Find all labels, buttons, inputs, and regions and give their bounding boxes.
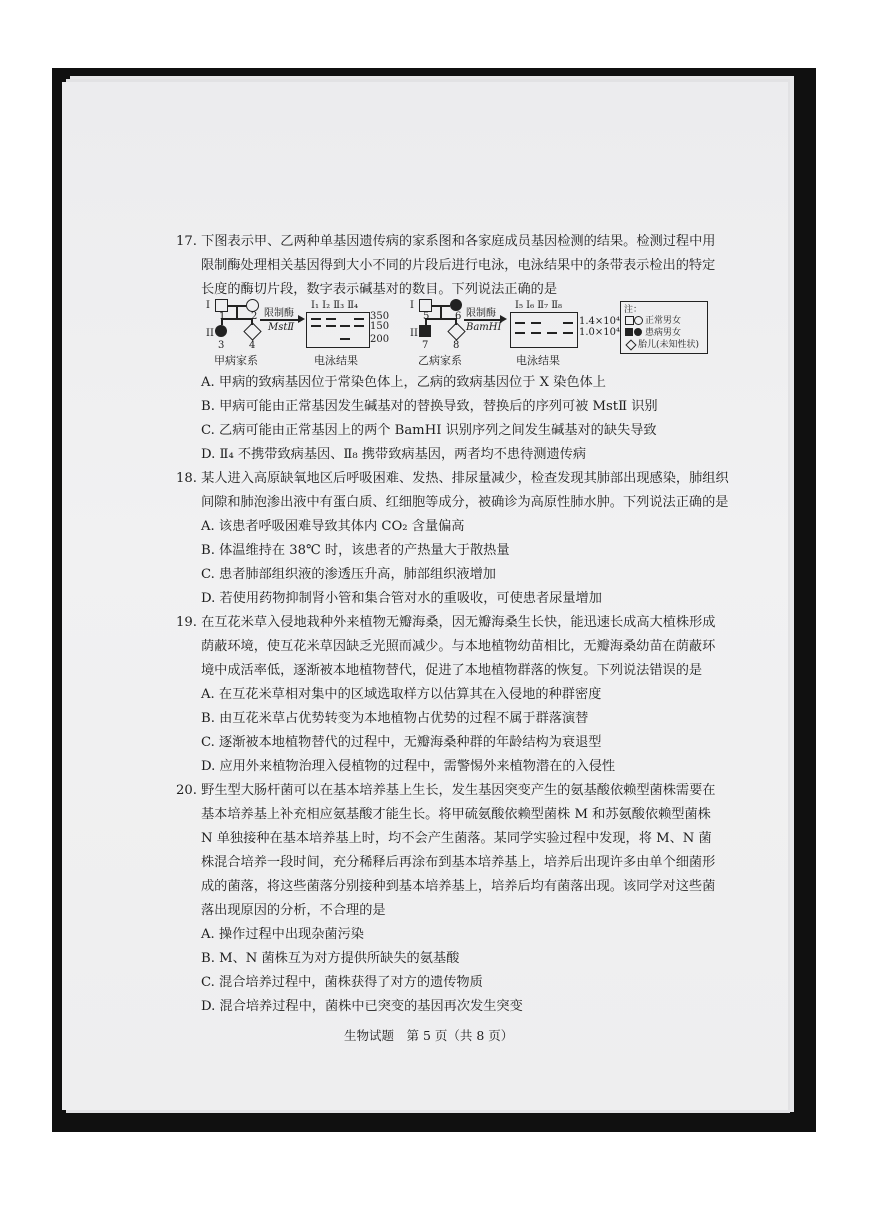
option-18-a: A. 该患者呼吸困难导致其体内 CO₂ 含量偏高 [201,519,465,534]
gel-band [311,318,321,320]
question-20-line-4: 株混合培养一段时间，充分稀释后再涂布到基本培养基上，培养后出现许多由单个细菌形 [201,855,716,870]
legend-normal: 正常男女 [645,316,682,326]
legend-female-normal-icon [634,316,643,325]
lane-labels: I₁ I₂ Ⅱ₃ Ⅱ₄ [311,300,359,311]
male-affected-symbol [419,325,431,337]
member-number: 2 [251,311,258,322]
legend-male-affected-icon [625,328,633,336]
member-number: 5 [423,311,430,322]
gel-band [515,332,525,334]
question-20-line-6: 落出现原因的分析，不合理的是 [201,903,386,918]
caption-family: 甲病家系 [214,354,258,367]
option-17-a: A. 甲病的致病基因位于常染色体上，乙病的致病基因位于 X 染色体上 [201,375,606,390]
female-affected-symbol [215,325,227,337]
option-17-d: D. Ⅱ₄ 不携带致病基因、Ⅱ₈ 携带致病基因，两者均不患待测遗传病 [201,447,587,462]
gel-band [563,322,573,324]
gel-band [354,325,364,327]
enzyme-name: BamHI [466,322,502,333]
legend-affected: 患病男女 [645,328,682,338]
option-20-c: C. 混合培养过程中，菌株获得了对方的遗传物质 [201,975,483,990]
gen-label: II [206,328,214,339]
member-number: 4 [249,340,256,351]
option-20-a: A. 操作过程中出现杂菌污染 [201,927,364,942]
caption-family: 乙病家系 [418,354,462,367]
question-20-line-3: N 单独接种在基本培养基上时，均不会产生菌落。某同学实验过程中发现，将 M、N 菌 [201,831,712,846]
gen-label: I [206,300,210,311]
question-17-line-2: 限制酶处理相关基因得到大小不同的片段后进行电泳，电泳结果中的条带表示检出的特定 [201,258,716,273]
band-size: 1.0×10⁴ [579,327,621,338]
gen-label: II [410,328,418,339]
option-18-c: C. 患者肺部组织液的渗透压升高，肺部组织液增加 [201,567,496,582]
arrow-head-icon [298,315,305,323]
question-18-line-2: 间隙和肺泡渗出液中有蛋白质、红细胞等成分，被确诊为高原性肺水肿。下列说法正确的是 [201,495,729,510]
band-size: 150 [370,321,390,332]
gel-band [340,325,350,327]
gel-band [531,322,541,324]
caption-result: 电泳结果 [516,354,560,367]
option-19-b: B. 由互花米草占优势转变为本地植物占优势的过程不属于群落演替 [201,711,589,726]
arrow-line [260,319,300,321]
gen-label: I [410,300,414,311]
legend-title: 注： [624,305,643,315]
member-number: 1 [219,311,226,322]
band-size: 350 [370,311,390,322]
option-19-d: D. 应用外来植物治理入侵植物的过程中，需警惕外来植物潜在的入侵性 [201,759,616,774]
gel-band [340,338,350,340]
gel-band [326,318,336,320]
caption-result: 电泳结果 [314,354,358,367]
question-20-line-5: 成的菌落，将这些菌落分别接种到基本培养基上，培养后均有菌落出现。该同学对这些菌 [201,879,716,894]
legend-fetus: 胎儿(未知性状) [638,340,700,350]
sibship-line [425,318,456,320]
option-20-d: D. 混合培养过程中，菌株中已突变的基因再次发生突变 [201,999,523,1014]
member-number: 7 [422,340,429,351]
gel-band [311,325,321,327]
gel-band [515,322,525,324]
question-19-line-2: 荫蔽环境，使互花米草因缺乏光照而减少。与本地植物幼苗相比，无瓣海桑幼苗在荫蔽环 [201,639,716,654]
descent-line [236,306,238,318]
question-20-line-2: 基本培养基上补充相应氨基酸才能生长。将甲硫氨酸依赖型菌株 M 和苏氨酸依赖型菌株 [201,807,711,822]
band-size: 1.4×10⁴ [579,316,621,327]
question-18-line-1: 18. 某人进入高原缺氧地区后呼吸困难、发热、排尿量减少，检查发现其肺部出现感染，肺组织 [176,471,729,486]
option-18-b: B. 体温维持在 38℃ 时，该患者的产热量大于散热量 [201,543,510,558]
question-20-line-1: 20. 野生型大肠杆菌可以在基本培养基上生长，发生基因突变产生的氨基酸依赖型菌株需要在 [176,783,716,798]
enzyme-name: MstⅡ [268,322,295,333]
option-17-c: C. 乙病可能由正常基因上的两个 BamHI 识别序列之间发生碱基对的缺失导致 [201,423,657,438]
sibship-line [221,318,252,320]
page-footer: 生物试题 第 5 页（共 8 页） [344,1028,514,1043]
band-size: 200 [370,334,390,345]
female-affected-symbol [450,299,462,311]
option-20-b: B. M、N 菌株互为对方提供所缺失的氨基酸 [201,951,460,966]
question-19-line-3: 境中成活率低，逐渐被本地植物替代，促进了本地植物群落的恢复。下列说法错误的是 [201,663,703,678]
legend-male-normal-icon [625,316,634,325]
gel-band [563,332,573,334]
option-18-d: D. 若使用药物抑制肾小管和集合管对水的重吸收，可使患者尿量增加 [201,591,602,606]
gel-band [547,332,557,334]
member-number: 8 [453,340,460,351]
arrow-line [464,319,502,321]
gel-band [354,318,364,320]
question-19-line-1: 19. 在互花米草入侵地栽种外来植物无瓣海桑，因无瓣海桑生长快，能迅速长成高大植株形成 [176,615,716,630]
legend-female-affected-icon [634,328,642,336]
enzyme-label: 限制酶 [264,308,294,319]
enzyme-label: 限制酶 [466,308,496,319]
lane-labels: I₅ I₆ Ⅱ₇ Ⅱ₈ [515,300,563,311]
gel-box [510,312,578,348]
question-17-line-1: 17. 下图表示甲、乙两种单基因遗传病的家系图和各家庭成员基因检测的结果。检测过程中用 [176,234,716,249]
member-number: 6 [455,311,462,322]
gel-band [326,325,336,327]
option-19-a: A. 在互花米草相对集中的区域选取样方以估算其在入侵地的种群密度 [201,687,602,702]
option-17-b: B. 甲病可能由正常基因发生碱基对的替换导致，替换后的序列可被 MstⅡ 识别 [201,399,658,414]
member-number: 3 [218,340,225,351]
descent-line [440,306,442,318]
option-19-c: C. 逐渐被本地植物替代的过程中，无瓣海桑种群的年龄结构为衰退型 [201,735,602,750]
gel-band [531,332,541,334]
question-17-line-3: 长度的酶切片段，数字表示碱基对的数目。下列说法正确的是 [201,282,558,297]
